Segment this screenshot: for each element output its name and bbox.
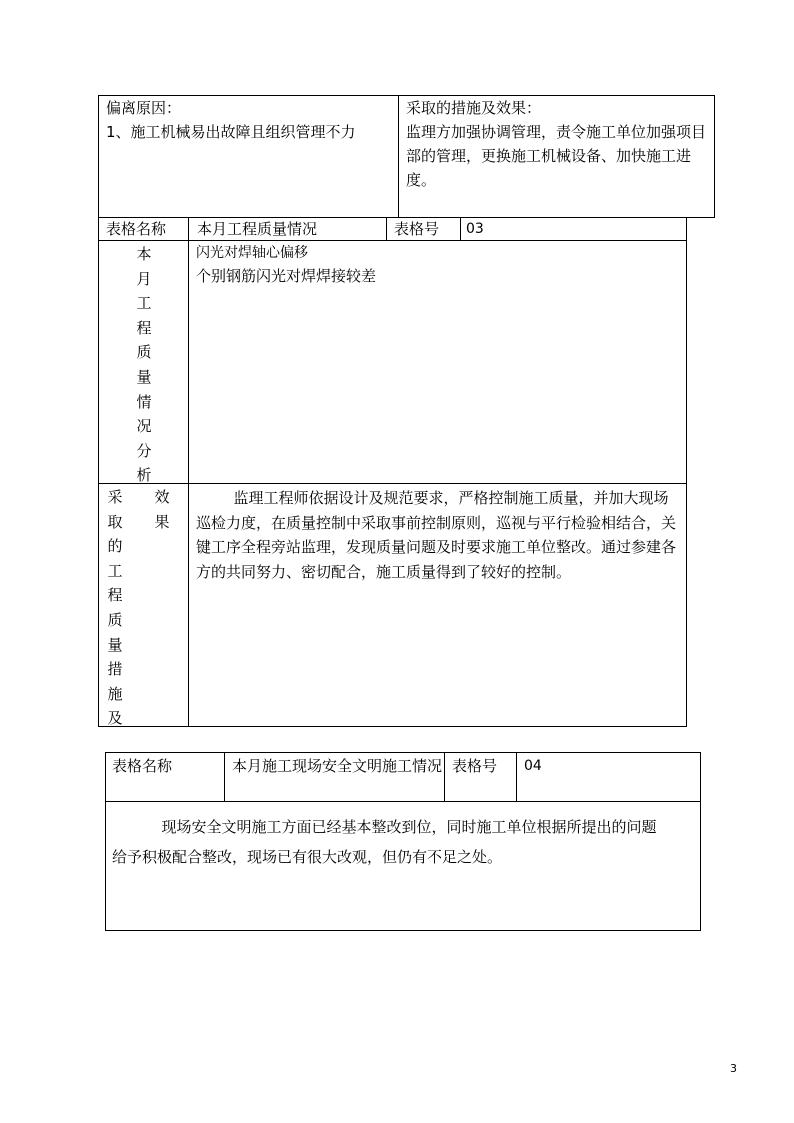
quality-measures-label-left: 采 取 的 工 程 质 量 措 施 及 xyxy=(107,488,123,728)
quality-table xyxy=(98,217,687,727)
quality-form-no-label: 表格号 xyxy=(394,220,440,238)
quality-form-name-value: 本月工程质量情况 xyxy=(197,220,318,238)
safety-form-no-label: 表格号 xyxy=(452,757,498,775)
page-number: 3 xyxy=(730,1062,737,1075)
deviation-measures-body: 监理方加强协调管理，责令施工单位加强项目部的管理，更换施工机械设备、加快施工进度。 xyxy=(406,123,707,189)
safety-form-name-label: 表格名称 xyxy=(112,757,173,775)
quality-header-divider-2 xyxy=(460,217,461,241)
deviation-reason-title: 偏离原因： xyxy=(106,99,182,117)
safety-header-divider-3 xyxy=(516,752,517,802)
deviation-reason-body: 1、施工机械易出故障且组织管理不力 xyxy=(106,123,356,141)
safety-body: 现场安全文明施工方面已经基本整改到位，同时施工单位根据所提出的问题给予积极配合整改，现场已有很大改观，但仍有不足之处。 xyxy=(112,818,657,866)
quality-measures-text: 监理工程师依据设计及规范要求，严格控制施工质量，并加大现场巡检力度，在质量控制中采取事前控制原则，巡视与平行检验相结合，关键工序全程旁站监理，发现质量问题及时要求施工单位整改。通过参建各方的共同努力、密切配合，施工质量得到了较好的控制。 xyxy=(196,489,677,581)
quality-header-divider-1 xyxy=(386,217,387,241)
deviation-measures-title: 采取的措施及效果： xyxy=(406,99,542,117)
quality-header-line xyxy=(98,240,687,241)
safety-header-line xyxy=(105,801,701,802)
quality-left-divider xyxy=(188,217,189,727)
deviation-divider xyxy=(398,95,399,218)
quality-analysis-line-1: 闪光对焊轴心偏移 xyxy=(196,245,308,261)
safety-header-divider-2 xyxy=(444,752,445,802)
safety-form-name-value: 本月施工现场安全文明施工情况 xyxy=(232,757,443,775)
quality-analysis-label: 本 月 工 程 质 量 情 况 分 析 xyxy=(136,245,152,485)
quality-analysis-line-2: 个别钢筋闪光对焊焊接较差 xyxy=(196,267,377,285)
quality-analysis-line xyxy=(98,483,687,484)
quality-form-no-value: 03 xyxy=(466,221,484,237)
quality-measures-label-right: 效 果 xyxy=(154,488,170,531)
safety-header-divider-1 xyxy=(224,752,225,802)
safety-form-no-value: 04 xyxy=(524,758,542,774)
quality-form-name-label: 表格名称 xyxy=(106,220,167,238)
